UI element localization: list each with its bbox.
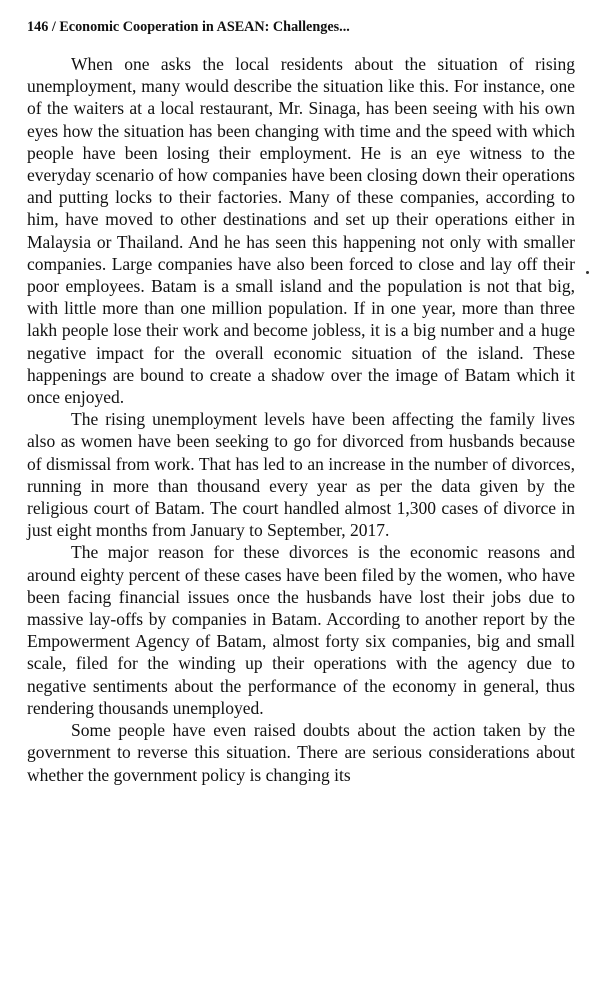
running-head xyxy=(27,18,575,36)
page-number: 146 xyxy=(27,19,49,35)
header-separator: / xyxy=(51,19,56,35)
margin-dot xyxy=(586,271,589,274)
paragraph-4: Some people have even raised doubts about the action taken by the government to reverse this situation. There are serious considerations about whether the government policy is changing its xyxy=(27,720,575,785)
paragraph-1: When one asks the local residents about the situation of rising unemployment, many would describe the situation like this. For instance, one of the waiters at a local restaurant, Mr. Sinaga, has been seeing with his own eyes how the situation has been changing with time and the speed with which people have been losing their employment. He is an eye witness to the everyday scenario of how companies have been closing down their operations and putting locks to their factories. Many of these companies, according to him, have moved to other destinations and set up their operations either in Malaysia or Thailand. And he has seen this happening not only with smaller companies. Large companies have also been forced to close and lay off their poor employees. Batam is a small island and the population is not that big, with little more than one million population. If in one year, more than three lakh people lose their work and become jobless, it is a big number and a huge negative impact for the overall economic situation of the island. These happenings are bound to create a shadow over the image of Batam which it once enjoyed. xyxy=(27,54,575,408)
book-page xyxy=(27,18,575,786)
paragraph-3: The major reason for these divorces is the economic reasons and around eighty percent of these cases have been filed by the women, who have been facing financial issues once the husbands have lost their jobs due to massive lay-offs by companies in Batam. According to another report by the Empowerment Agency of Batam, almost forty six companies, big and small scale, filed for the winding up their operations with the agency due to negative sentiments about the performance of the economy in general, thus rendering thousands unemployed. xyxy=(27,542,575,718)
paragraph-2: The rising unemployment levels have been affecting the family lives also as women have been seeking to go for divorced from husbands because of dismissal from work. That has led to an increase in the number of divorces, running in more than thousand every year as per the data given by the religious court of Batam. The court handled almost 1,300 cases of divorce in just eight months from January to September, 2017. xyxy=(27,409,575,541)
book-title: Economic Cooperation in ASEAN: Challenges... xyxy=(59,19,350,35)
body-text xyxy=(27,53,575,786)
